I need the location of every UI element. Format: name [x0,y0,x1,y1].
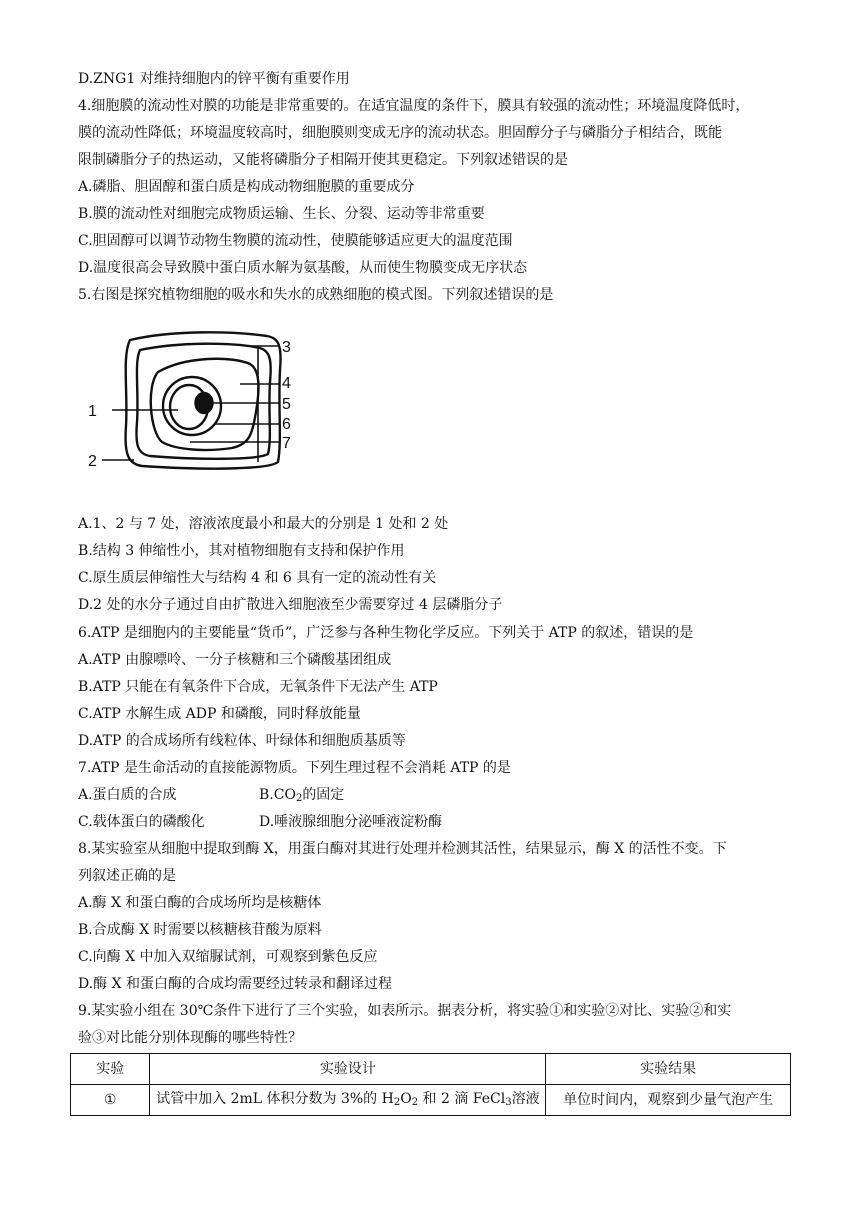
header-result: 实验结果 [546,1054,791,1085]
label-3: 3 [282,339,291,356]
q7-stem: 7.ATP 是生命活动的直接能源物质。下列生理过程不会消耗 ATP 的是 [78,760,511,776]
row1-number: ① [71,1085,150,1116]
q7-option-d: D.唾液腺细胞分泌唾液淀粉酶 [259,814,443,830]
row1-design-post: 溶液 [511,1091,540,1107]
table-row [71,1085,791,1116]
q9-stem-line2: 验③对比能分别体现酶的哪些特性？ [78,1030,302,1046]
row1-design-mid2: 和 2 滴 FeCl [418,1091,506,1107]
row1-design [150,1085,546,1116]
label-1: 1 [88,403,97,420]
row1-design-sub1: 2 [393,1097,401,1108]
q5-option-c: C.原生质层伸缩性大与结构 4 和 6 具有一定的流动性有关 [78,570,437,586]
label-5: 5 [282,396,291,413]
q5-option-a: A.1、2 与 7 处，溶液浓度最小和最大的分别是 1 处和 2 处 [78,516,449,532]
q8-option-d: D.酶 X 和蛋白酶的合成均需要经过转录和翻译过程 [78,976,393,992]
label-4: 4 [282,375,291,392]
q5-option-b: B.结构 3 伸缩性小，其对植物细胞有支持和保护作用 [78,543,405,559]
q8-option-c: C.向酶 X 中加入双缩脲试剂，可观察到紫色反应 [78,949,378,965]
q7-option-c: C.载体蛋白的磷酸化 [78,814,205,830]
q6-option-c: C.ATP 水解生成 ADP 和磷酸，同时释放能量 [78,706,361,722]
table-header-row [71,1054,791,1085]
nucleus [196,393,213,413]
row1-result: 单位时间内，观察到少量气泡产生 [546,1085,791,1116]
q4-stem-line1: 4.细胞膜的流动性对膜的功能是非常重要的。在适宜温度的条件下，膜具有较强的流动性；环境温度降低时， [78,98,750,114]
q5-option-d: D.2 处的水分子通过自由扩散进入细胞液至少需要穿过 4 层磷脂分子 [78,597,503,613]
q4-option-b: B.膜的流动性对细胞完成物质运输、生长、分裂、运动等非常重要 [78,206,485,222]
q4-option-c: C.胆固醇可以调节动物生物膜的流动性，使膜能够适应更大的温度范围 [78,233,513,249]
row1-design-mid: O [400,1091,412,1107]
q4-stem-line3: 限制磷脂分子的热运动，又能将磷脂分子相隔开使其更稳定。下列叙述错误的是 [78,152,568,168]
q7-option-b-post: 的固定 [302,787,345,803]
q3-option-d: D.ZNG1 对维持细胞内的锌平衡有重要作用 [78,71,350,87]
q8-stem-line2: 列叙述正确的是 [78,868,176,884]
plant-cell-diagram [82,326,322,476]
q8-option-a: A.酶 X 和蛋白酶的合成场所均是核糖体 [78,895,322,911]
q6-option-d: D.ATP 的合成场所有线粒体、叶绿体和细胞质基质等 [78,733,406,749]
q4-option-d: D.温度很高会导致膜中蛋白质水解为氨基酸，从而使生物膜变成无序状态 [78,260,528,276]
header-design: 实验设计 [150,1054,546,1085]
q4-option-a: A.磷脂、胆固醇和蛋白质是构成动物细胞膜的重要成分 [78,179,415,195]
q7-option-b-pre: B.CO [259,787,296,803]
q8-option-b: B.合成酶 X 时需要以核糖核苷酸为原料 [78,922,322,938]
header-experiment: 实验 [71,1054,150,1085]
q4-stem-line2: 膜的流动性降低；环境温度较高时，细胞膜则变成无序的流动状态。胆固醇分子与磷脂分子相结合，既能 [78,125,722,141]
label-7: 7 [282,435,291,452]
row1-design-sub2: 2 [411,1097,419,1108]
q6-option-a: A.ATP 由腺嘌呤、一分子核糖和三个磷酸基团组成 [78,652,392,668]
q9-stem-line1: 9.某实验小组在 30℃条件下进行了三个实验，如表所示。据表分析，将实验①和实验②对比、实验②和实 [78,1003,732,1019]
experiment-table [70,1053,791,1116]
q5-stem: 5.右图是探究植物细胞的吸水和失水的成熟细胞的模式图。下列叙述错误的是 [78,287,554,303]
row1-design-sub3: 3 [505,1097,512,1108]
q6-option-b: B.ATP 只能在有氧条件下合成，无氧条件下无法产生 ATP [78,679,438,695]
row1-design-pre: 试管中加入 2mL 体积分数为 3%的 H [156,1091,394,1107]
label-6: 6 [282,416,291,433]
q7-option-b-sub: 2 [295,793,303,804]
q6-stem: 6.ATP 是细胞内的主要能量“货币”，广泛参与各种生物化学反应。下列关于 ATP 的叙述，错误的是 [78,625,694,641]
q7-option-b [259,788,344,804]
q7-option-a: A.蛋白质的合成 [78,787,177,803]
q8-stem-line1: 8.某实验室从细胞中提取到酶 X，用蛋白酶对其进行处理并检测其活性，结果显示，酶 X 的活性不变。下 [78,841,727,857]
label-2: 2 [88,453,97,470]
